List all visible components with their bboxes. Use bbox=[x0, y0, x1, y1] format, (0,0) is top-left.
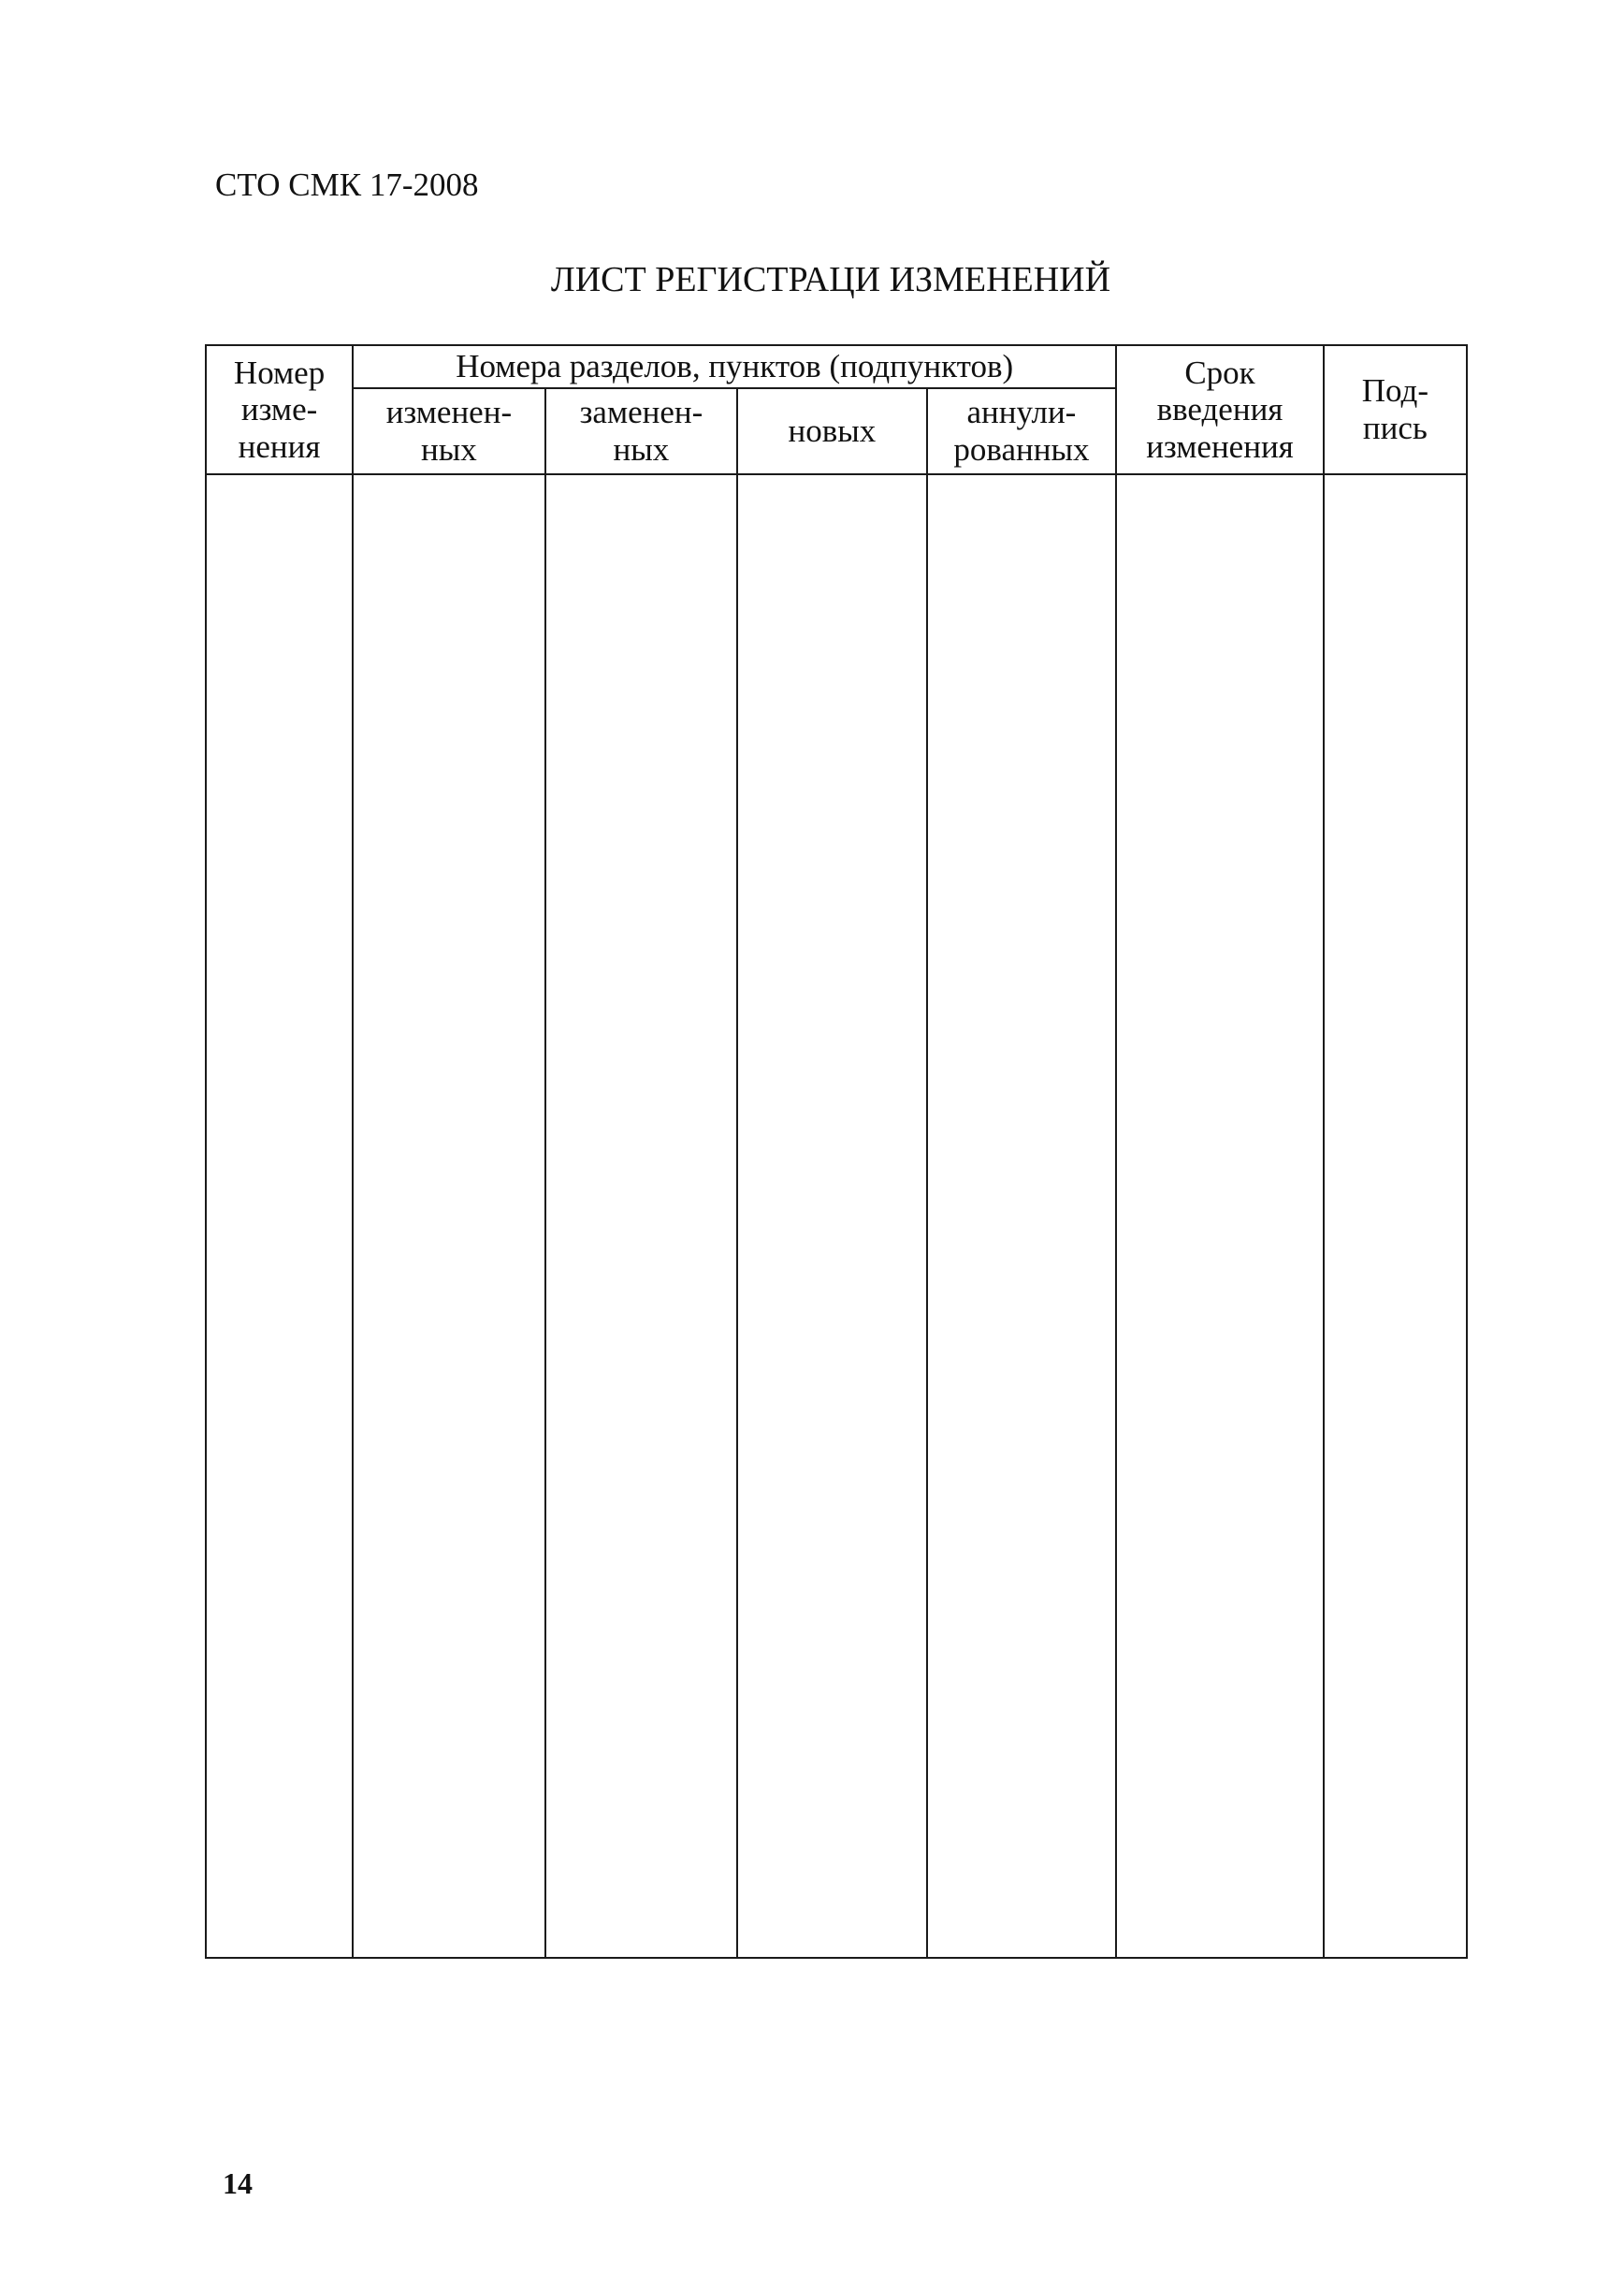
header-annulled: аннули- рованных bbox=[927, 388, 1117, 474]
header-new: новых bbox=[737, 388, 926, 474]
cell-changed bbox=[353, 474, 545, 1958]
sheet-title: ЛИСТ РЕГИСТРАЦИ ИЗМЕНЕНИЙ bbox=[550, 260, 1111, 299]
change-registration-table bbox=[205, 344, 1468, 1959]
header-replaced: заменен- ных bbox=[545, 388, 738, 474]
header-changed: изменен- ных bbox=[353, 388, 545, 474]
cell-effective-date bbox=[1116, 474, 1324, 1958]
header-section-numbers: Номера разделов, пунктов (подпунктов) bbox=[353, 345, 1116, 388]
document-code: СТО СМК 17-2008 bbox=[215, 167, 479, 203]
cell-signature bbox=[1324, 474, 1467, 1958]
cell-annulled bbox=[927, 474, 1117, 1958]
header-signature: Под- пись bbox=[1324, 345, 1467, 474]
header-change-number: Номер изме- нения bbox=[206, 345, 353, 474]
cell-change-number bbox=[206, 474, 353, 1958]
table-row bbox=[206, 474, 1467, 1958]
cell-replaced bbox=[545, 474, 738, 1958]
page-number: 14 bbox=[223, 2166, 253, 2200]
cell-new bbox=[737, 474, 926, 1958]
header-effective-date: Срок введения изменения bbox=[1116, 345, 1324, 474]
